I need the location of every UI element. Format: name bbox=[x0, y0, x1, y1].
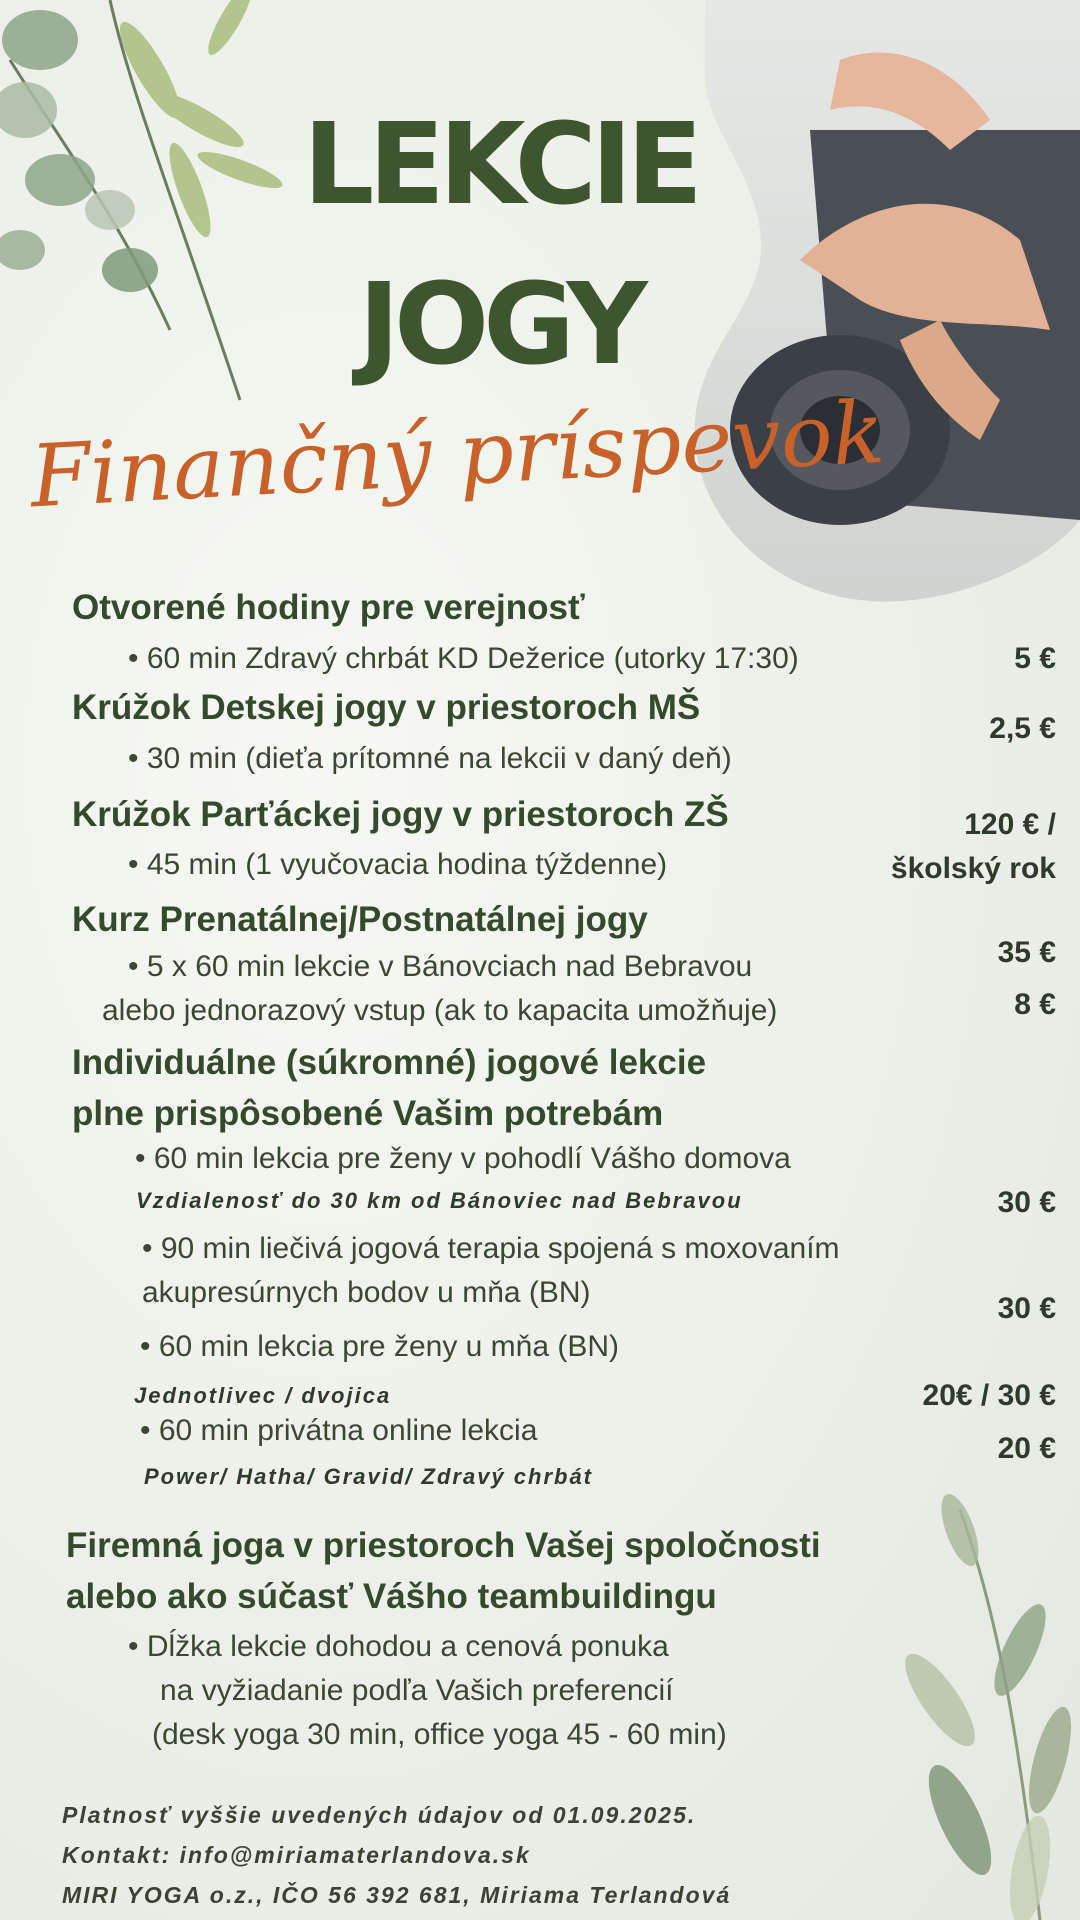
individual-item-1-note: Vzdialenosť do 30 km od Bánoviec nad Bebravou bbox=[136, 1188, 743, 1213]
section-kids-item: • 30 min (dieťa prítomné na lekcii v daný deň) bbox=[128, 742, 732, 775]
section-kids-heading: Krúžok Detskej jogy v priestoroch MŠ bbox=[72, 688, 701, 727]
section-open-item: • 60 min Zdravý chrbát KD Dežerice (utorky 17:30) bbox=[128, 642, 799, 675]
corporate-item-line-1: • Dĺžka lekcie dohodou a cenová ponuka bbox=[128, 1630, 669, 1663]
section-individual-heading-2: plne prispôsobené Vašim potrebám bbox=[72, 1094, 664, 1133]
title-line-1: LEKCIE bbox=[302, 100, 697, 230]
corporate-item-line-3: (desk yoga 30 min, office yoga 45 - 60 min) bbox=[152, 1718, 727, 1751]
individual-item-3-note: Jednotlivec / dvojica bbox=[134, 1383, 392, 1408]
section-school-item: • 45 min (1 vyučovacia hodina týždenne) bbox=[128, 848, 668, 881]
individual-item-1: • 60 min lekcia pre ženy v pohodlí Vášho domova bbox=[135, 1142, 791, 1175]
section-prenatal-heading: Kurz Prenatálnej/Postnatálnej jogy bbox=[72, 900, 648, 939]
section-prenatal-item-2: alebo jednorazový vstup (ak to kapacita umožňuje) bbox=[102, 994, 778, 1027]
section-open-price: 5 € bbox=[1014, 642, 1056, 675]
individual-item-3-price: 20€ / 30 € bbox=[922, 1379, 1056, 1412]
eucalyptus-leaves-illustration bbox=[0, 0, 300, 420]
footer-validity: Platnosť vyššie uvedených údajov od 01.09.2025. bbox=[62, 1802, 697, 1828]
corporate-item-line-2: na vyžiadanie podľa Vašich preferencií bbox=[160, 1674, 674, 1707]
section-open-heading: Otvorené hodiny pre verejnosť bbox=[72, 588, 585, 627]
watercolor-leaves-illustration bbox=[900, 1470, 1080, 1920]
individual-item-2-price: 30 € bbox=[997, 1292, 1056, 1325]
section-individual-heading-1: Individuálne (súkromné) jogové lekcie bbox=[72, 1043, 707, 1082]
individual-item-2-line-2: akupresúrnych bodov u mňa (BN) bbox=[142, 1276, 591, 1309]
subtitle: Finančný príspevok bbox=[27, 382, 887, 528]
section-corporate-heading-1: Firemná joga v priestoroch Vašej spoločnosti bbox=[66, 1526, 821, 1565]
hands-rolling-yoga-mat-photo bbox=[690, 0, 1080, 610]
individual-item-4-price: 20 € bbox=[997, 1432, 1056, 1465]
individual-item-3: • 60 min lekcia pre ženy u mňa (BN) bbox=[140, 1330, 620, 1363]
section-school-price-2: školský rok bbox=[890, 852, 1056, 885]
individual-item-4: • 60 min privátna online lekcia bbox=[140, 1414, 538, 1447]
section-kids-price: 2,5 € bbox=[989, 712, 1056, 745]
individual-item-1-price: 30 € bbox=[997, 1186, 1056, 1219]
section-school-price-1: 120 € / bbox=[964, 808, 1056, 841]
section-corporate-heading-2: alebo ako súčasť Vášho teambuildingu bbox=[66, 1577, 717, 1616]
footer-organization: MIRI YOGA o.z., IČO 56 392 681, Miriama Terlandová bbox=[62, 1882, 732, 1908]
footer-contact: Kontakt: info@miriamaterlandova.sk bbox=[62, 1842, 531, 1868]
section-prenatal-item-1: • 5 x 60 min lekcie v Bánovciach nad Bebravou bbox=[128, 950, 753, 983]
section-prenatal-price-2: 8 € bbox=[1014, 988, 1056, 1021]
individual-item-4-note: Power/ Hatha/ Gravid/ Zdravý chrbát bbox=[144, 1464, 594, 1489]
title-line-2: JOGY bbox=[358, 260, 642, 390]
section-school-heading: Krúžok Parťáckej jogy v priestoroch ZŠ bbox=[72, 795, 729, 834]
individual-item-2-line-1: • 90 min liečivá jogová terapia spojená s moxovaním bbox=[142, 1232, 840, 1265]
section-prenatal-price-1: 35 € bbox=[997, 936, 1056, 969]
